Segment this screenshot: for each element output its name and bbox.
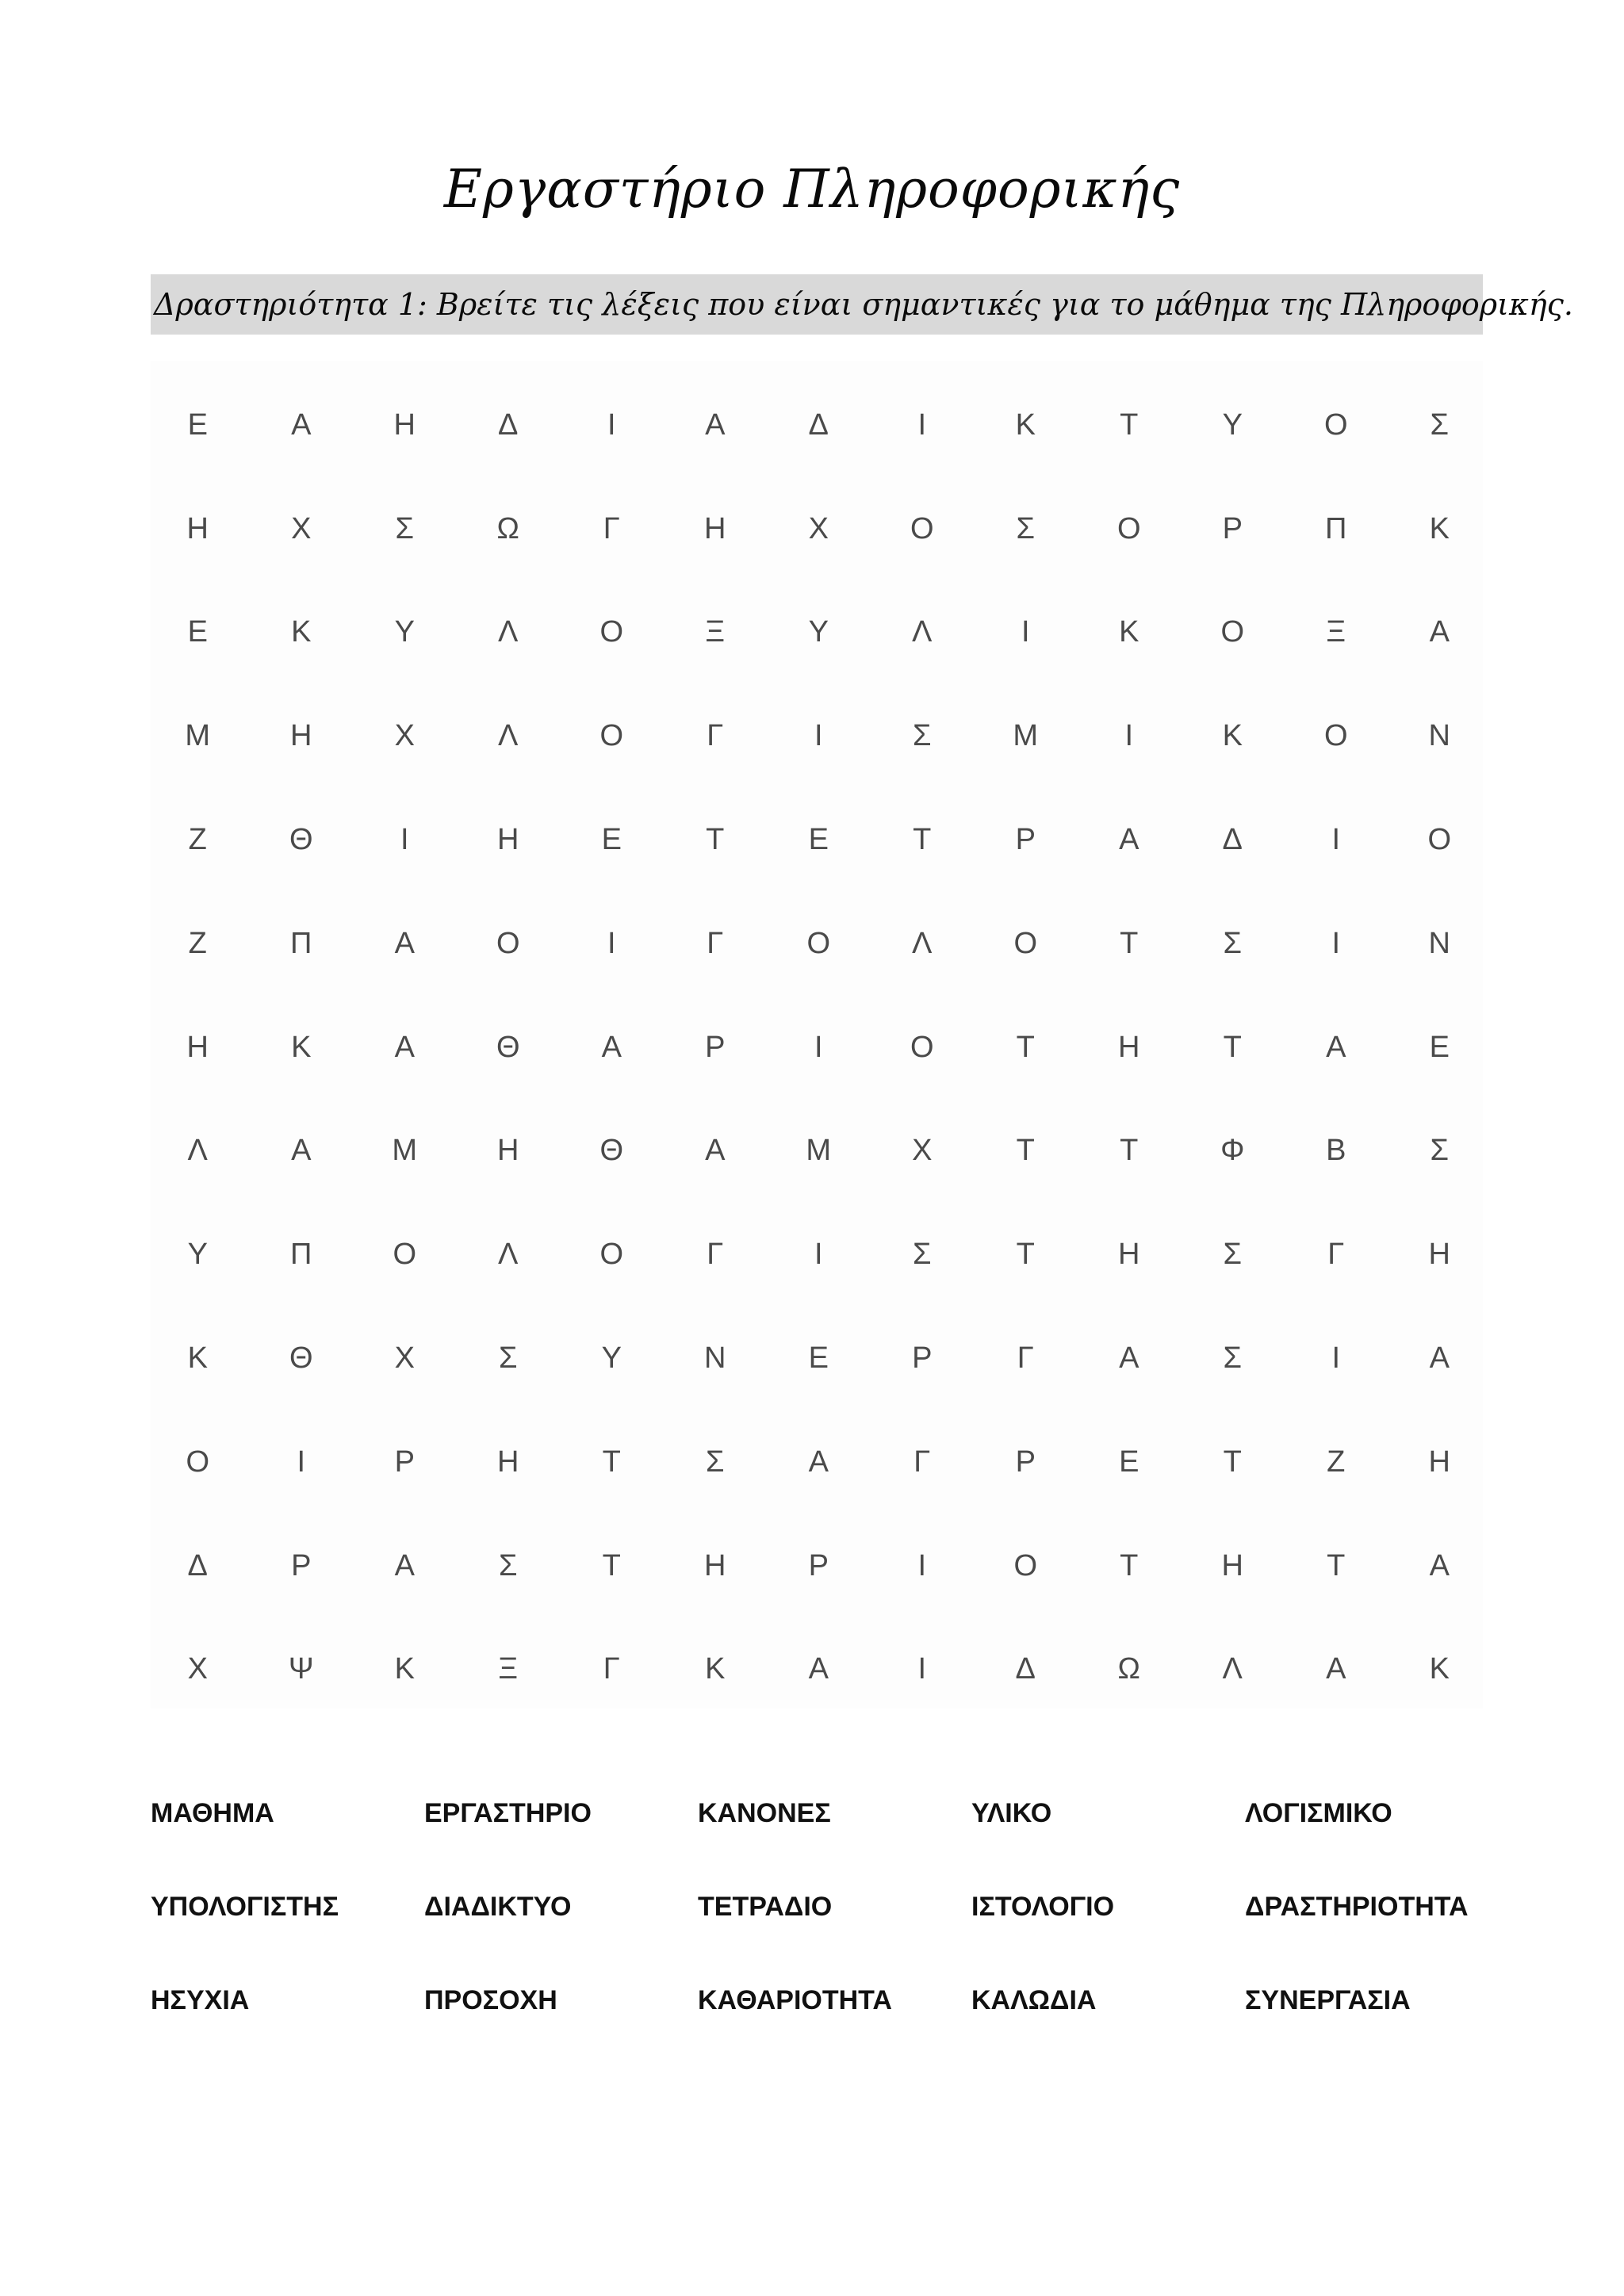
grid-letter[interactable]: Τ <box>1120 408 1139 442</box>
grid-letter[interactable]: Ι <box>814 719 823 753</box>
grid-letter[interactable]: Ο <box>806 926 831 960</box>
grid-letter[interactable]: Γ <box>1017 1341 1034 1376</box>
grid-letter[interactable]: Τ <box>1327 1548 1346 1582</box>
grid-letter[interactable]: Λ <box>1222 1652 1243 1686</box>
grid-letter[interactable]: Ο <box>910 1030 934 1064</box>
grid-letter[interactable]: Ξ <box>1326 615 1346 649</box>
grid-letter[interactable]: Α <box>808 1445 829 1479</box>
grid-letter[interactable]: Α <box>394 1548 415 1582</box>
grid-letter[interactable]: Η <box>1428 1238 1450 1272</box>
grid-letter[interactable]: Σ <box>913 1238 932 1272</box>
grid-letter[interactable]: Ν <box>1428 926 1450 960</box>
grid-letter[interactable]: Υ <box>187 1238 208 1272</box>
grid-letter[interactable]: Λ <box>498 719 519 753</box>
grid-letter[interactable]: Γ <box>707 926 724 960</box>
word-list-item: ΙΣΤΟΛΟΓΙΟ <box>971 1892 1115 1922</box>
grid-letter[interactable]: Α <box>394 926 415 960</box>
word-list-item: ΥΛΙΚΟ <box>971 1798 1052 1828</box>
grid-letter[interactable]: Τ <box>1223 1445 1242 1479</box>
grid-letter[interactable]: Δ <box>187 1548 208 1582</box>
grid-letter[interactable]: Κ <box>1429 1652 1450 1686</box>
grid-letter[interactable]: Ο <box>1220 615 1245 649</box>
grid-letter[interactable]: Υ <box>601 1341 622 1376</box>
grid-letter[interactable]: Ρ <box>1015 823 1036 857</box>
grid-letter[interactable]: Ε <box>808 823 829 857</box>
word-list-item: ΜΑΘΗΜΑ <box>151 1798 274 1828</box>
grid-letter[interactable]: Χ <box>912 1134 933 1168</box>
grid-letter[interactable]: Σ <box>1223 926 1242 960</box>
grid-letter[interactable]: Υ <box>394 615 415 649</box>
grid-letter[interactable]: Ρ <box>291 1548 312 1582</box>
grid-letter[interactable]: Γ <box>914 1445 931 1479</box>
grid-letter[interactable]: Κ <box>1119 615 1139 649</box>
grid-letter[interactable]: Ο <box>910 511 934 545</box>
grid-letter[interactable]: Α <box>1429 615 1450 649</box>
grid-letter[interactable]: Β <box>1326 1134 1346 1168</box>
grid-letter[interactable]: Ι <box>1124 719 1134 753</box>
grid-letter[interactable]: Ι <box>917 408 927 442</box>
grid-letter[interactable]: Σ <box>1430 408 1449 442</box>
grid-letter[interactable]: Α <box>291 408 312 442</box>
grid-letter[interactable]: Ε <box>601 823 622 857</box>
word-list-item: ΚΑΝΟΝΕΣ <box>698 1798 831 1828</box>
grid-letter[interactable]: Χ <box>187 1652 208 1686</box>
grid-letter[interactable]: Χ <box>394 719 415 753</box>
word-search-puzzle <box>151 361 1483 1709</box>
grid-letter[interactable]: Ο <box>393 1238 417 1272</box>
grid-letter[interactable]: Κ <box>705 1652 726 1686</box>
word-list-item: ΕΡΓΑΣΤΗΡΙΟ <box>424 1798 592 1828</box>
grid-letter[interactable]: Κ <box>1015 408 1036 442</box>
grid-letter[interactable]: Σ <box>395 511 414 545</box>
grid-letter[interactable]: Σ <box>913 719 932 753</box>
grid-letter[interactable]: Ο <box>1323 408 1348 442</box>
grid-letter[interactable]: Θ <box>289 1341 313 1376</box>
grid-letter[interactable]: Σ <box>499 1548 518 1582</box>
grid-letter[interactable]: Γ <box>603 511 620 545</box>
word-list-item: ΔΡΑΣΤΗΡΙΟΤΗΤΑ <box>1245 1892 1469 1922</box>
grid-letter[interactable]: Μ <box>185 719 211 753</box>
grid-letter[interactable]: Λ <box>498 615 519 649</box>
grid-letter[interactable]: Τ <box>1016 1134 1035 1168</box>
grid-letter[interactable]: Θ <box>289 823 313 857</box>
grid-letter[interactable]: Π <box>1325 511 1347 545</box>
grid-letter[interactable]: Κ <box>1222 719 1243 753</box>
grid-letter[interactable]: Μ <box>392 1134 418 1168</box>
grid-letter[interactable]: Λ <box>912 926 933 960</box>
grid-letter[interactable]: Ι <box>1331 823 1341 857</box>
grid-letter[interactable]: Ο <box>599 1238 624 1272</box>
grid-letter[interactable]: Η <box>704 511 726 545</box>
grid-letter[interactable]: Ζ <box>188 823 207 857</box>
grid-letter[interactable]: Δ <box>808 408 829 442</box>
grid-letter[interactable]: Π <box>290 1238 312 1272</box>
grid-letter[interactable]: Α <box>1326 1652 1346 1686</box>
word-list-item: ΠΡΟΣΟΧΗ <box>424 1985 557 2015</box>
grid-letter[interactable]: Ε <box>1429 1030 1450 1064</box>
grid-letter[interactable]: Α <box>601 1030 622 1064</box>
grid-letter[interactable]: Ρ <box>1222 511 1243 545</box>
grid-letter[interactable]: Λ <box>498 1238 519 1272</box>
grid-letter[interactable]: Κ <box>291 1030 312 1064</box>
activity-instruction-bar <box>151 274 1574 335</box>
grid-letter[interactable]: Ο <box>496 926 520 960</box>
grid-letter[interactable]: Λ <box>187 1134 208 1168</box>
grid-letter[interactable]: Ι <box>400 823 409 857</box>
grid-letter[interactable]: Σ <box>1430 1134 1449 1168</box>
word-list <box>151 1798 1530 2079</box>
word-list-item: ΣΥΝΕΡΓΑΣΙΑ <box>1245 1985 1411 2015</box>
grid-letter[interactable]: Η <box>393 408 416 442</box>
grid-letter[interactable]: Τ <box>1223 1030 1242 1064</box>
grid-letter[interactable]: Κ <box>394 1652 415 1686</box>
grid-letter[interactable]: Ξ <box>498 1652 519 1686</box>
grid-letter[interactable]: Ε <box>187 615 208 649</box>
grid-letter[interactable]: Α <box>705 408 726 442</box>
grid-letter[interactable]: Ψ <box>288 1652 314 1686</box>
grid-letter[interactable]: Ι <box>917 1652 927 1686</box>
grid-letter[interactable]: Ν <box>704 1341 726 1376</box>
grid-letter[interactable]: Δ <box>498 408 519 442</box>
grid-letter[interactable]: Ζ <box>1327 1445 1346 1479</box>
grid-letter[interactable]: Φ <box>1220 1134 1245 1168</box>
grid-letter[interactable]: Ρ <box>705 1030 726 1064</box>
page-title: Εργαστήριο Πληροφορικής <box>443 159 1181 220</box>
grid-letter[interactable]: Ι <box>1021 615 1030 649</box>
grid-letter[interactable]: Η <box>1118 1030 1140 1064</box>
grid-letter[interactable]: Α <box>394 1030 415 1064</box>
grid-letter[interactable]: Ε <box>1119 1445 1139 1479</box>
grid-letter[interactable]: Η <box>1428 1445 1450 1479</box>
grid-letter[interactable]: Κ <box>291 615 312 649</box>
grid-letter[interactable]: Ω <box>496 511 519 545</box>
grid-letter[interactable]: Ι <box>1331 926 1341 960</box>
grid-letter[interactable]: Ο <box>599 615 624 649</box>
grid-letter[interactable]: Α <box>808 1652 829 1686</box>
grid-letter[interactable]: Υ <box>1222 408 1243 442</box>
grid-letter[interactable]: Λ <box>912 615 933 649</box>
grid-letter[interactable]: Τ <box>602 1548 621 1582</box>
letter-grid <box>151 361 1483 1709</box>
grid-letter[interactable]: Τ <box>706 823 725 857</box>
grid-letter[interactable]: Ρ <box>1015 1445 1036 1479</box>
grid-letter[interactable]: Α <box>1119 823 1139 857</box>
grid-letter[interactable]: Ω <box>1117 1652 1140 1686</box>
grid-letter[interactable]: Ρ <box>394 1445 415 1479</box>
grid-letter[interactable]: Π <box>290 926 312 960</box>
grid-letter[interactable]: Ι <box>917 1548 927 1582</box>
grid-letter[interactable]: Τ <box>1016 1030 1035 1064</box>
grid-letter[interactable]: Α <box>705 1134 726 1168</box>
grid-letter[interactable]: Γ <box>1327 1238 1345 1272</box>
word-list-item: ΛΟΓΙΣΜΙΚΟ <box>1245 1798 1392 1828</box>
grid-letter[interactable]: Η <box>497 823 519 857</box>
grid-letter[interactable]: Μ <box>1013 719 1039 753</box>
grid-letter[interactable]: Α <box>1429 1341 1450 1376</box>
grid-letter[interactable]: Κ <box>187 1341 208 1376</box>
grid-letter[interactable]: Ν <box>1428 719 1450 753</box>
grid-letter[interactable]: Η <box>1118 1238 1140 1272</box>
grid-letter[interactable]: Ζ <box>188 926 207 960</box>
grid-letter[interactable]: Ι <box>814 1238 823 1272</box>
grid-letter[interactable]: Ι <box>607 408 616 442</box>
grid-letter[interactable]: Η <box>1221 1548 1243 1582</box>
grid-letter[interactable]: Τ <box>1120 1548 1139 1582</box>
grid-letter[interactable]: Η <box>186 511 209 545</box>
grid-letter[interactable]: Ο <box>1013 926 1038 960</box>
grid-letter[interactable]: Δ <box>1015 1652 1036 1686</box>
grid-letter[interactable]: Ο <box>1013 1548 1038 1582</box>
word-list-item: ΤΕΤΡΑΔΙΟ <box>698 1892 833 1922</box>
grid-letter[interactable]: Ε <box>187 408 208 442</box>
grid-letter[interactable]: Θ <box>599 1134 624 1168</box>
grid-letter[interactable]: Ξ <box>705 615 726 649</box>
grid-letter[interactable]: Ι <box>297 1445 306 1479</box>
grid-letter[interactable]: Χ <box>394 1341 415 1376</box>
grid-letter[interactable]: Ε <box>808 1341 829 1376</box>
grid-letter[interactable]: Ο <box>1116 511 1141 545</box>
grid-letter[interactable]: Σ <box>499 1341 518 1376</box>
grid-letter[interactable]: Α <box>1429 1548 1450 1582</box>
grid-letter[interactable]: Η <box>497 1134 519 1168</box>
grid-letter[interactable]: Η <box>186 1030 209 1064</box>
word-list-item: ΔΙΑΔΙΚΤΥΟ <box>424 1892 572 1922</box>
grid-letter[interactable]: Δ <box>1222 823 1243 857</box>
activity-instruction: Δραστηριότητα 1: Βρείτε τις λέξεις που είναι σημαντικές για το μάθημα της Πληροφορικής. <box>154 287 1574 322</box>
grid-letter[interactable]: Α <box>1119 1341 1139 1376</box>
grid-letter[interactable]: Τ <box>1120 926 1139 960</box>
grid-letter[interactable]: Η <box>290 719 312 753</box>
grid-letter[interactable]: Ο <box>599 719 624 753</box>
grid-letter[interactable]: Τ <box>1120 1134 1139 1168</box>
grid-letter[interactable]: Ρ <box>912 1341 933 1376</box>
grid-letter[interactable]: Σ <box>1223 1238 1242 1272</box>
grid-letter[interactable]: Η <box>704 1548 726 1582</box>
grid-letter[interactable]: Κ <box>1429 511 1450 545</box>
grid-letter[interactable]: Μ <box>806 1134 832 1168</box>
grid-letter[interactable]: Τ <box>602 1445 621 1479</box>
word-list-item: ΗΣΥΧΙΑ <box>151 1985 250 2015</box>
grid-letter[interactable]: Χ <box>808 511 829 545</box>
grid-letter[interactable]: Ι <box>607 926 616 960</box>
grid-letter[interactable]: Τ <box>913 823 932 857</box>
grid-letter[interactable]: Σ <box>1223 1341 1242 1376</box>
grid-letter[interactable]: Υ <box>808 615 829 649</box>
grid-letter[interactable]: Θ <box>496 1030 520 1064</box>
grid-letter[interactable]: Ο <box>1427 823 1452 857</box>
word-list-item: ΥΠΟΛΟΓΙΣΤΗΣ <box>151 1892 339 1922</box>
grid-letter[interactable]: Α <box>1326 1030 1346 1064</box>
grid-letter[interactable]: Γ <box>603 1652 620 1686</box>
grid-letter[interactable]: Η <box>497 1445 519 1479</box>
word-list-item: ΚΑΛΩΔΙΑ <box>971 1985 1097 2015</box>
grid-letter[interactable]: Ο <box>1323 719 1348 753</box>
grid-letter[interactable]: Σ <box>1016 511 1035 545</box>
grid-letter[interactable]: Ο <box>186 1445 210 1479</box>
grid-letter[interactable]: Ρ <box>808 1548 829 1582</box>
grid-letter[interactable]: Ι <box>1331 1341 1341 1376</box>
grid-letter[interactable]: Γ <box>707 719 724 753</box>
grid-letter[interactable]: Γ <box>707 1238 724 1272</box>
grid-letter[interactable]: Χ <box>291 511 312 545</box>
grid-letter[interactable]: Τ <box>1016 1238 1035 1272</box>
grid-letter[interactable]: Α <box>291 1134 312 1168</box>
grid-letter[interactable]: Ι <box>814 1030 823 1064</box>
word-list-item: ΚΑΘΑΡΙΟΤΗΤΑ <box>698 1985 892 2015</box>
grid-letter[interactable]: Σ <box>706 1445 725 1479</box>
